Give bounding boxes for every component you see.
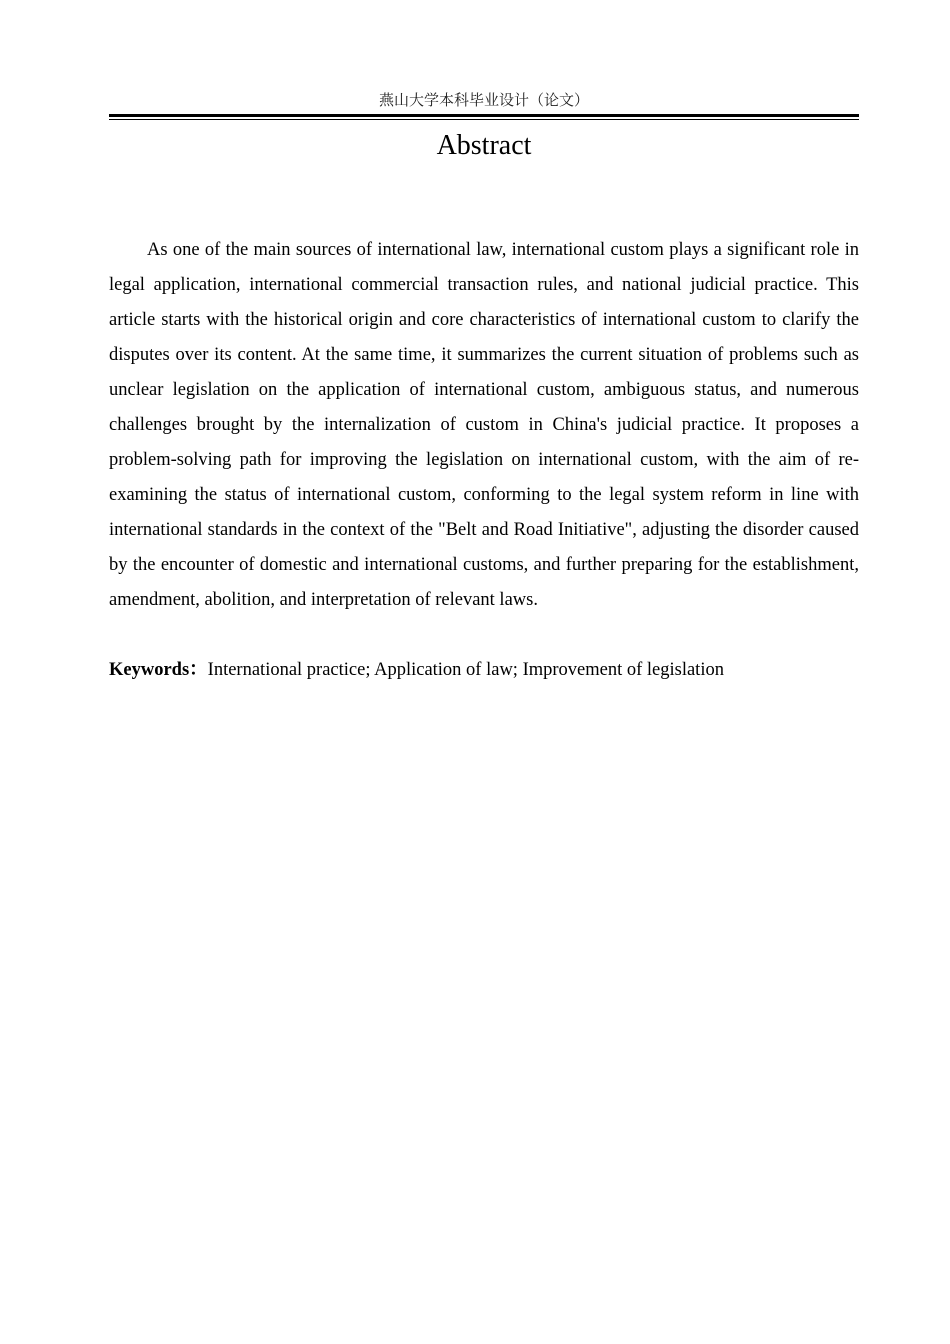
keywords-label: Keywords： xyxy=(109,660,208,680)
keywords-line xyxy=(109,653,859,688)
abstract-body: As one of the main sources of international law, international custom plays a significant role in legal application, international commercial transaction rules, and national judicial practice. This article starts with the historical origin and core characteristics of international custom to clarify the disputes over its content. At the same time, it summarizes the current situation of problems such as unclear legislation on the application of international custom, ambiguous status, and numerous challenges brought by the internalization of custom in China's judicial practice. It proposes a problem-solving path for improving the legislation on international custom, with the aim of re-examining the status of international custom, conforming to the legal system reform in line with international standards in the context of the "Belt and Road Initiative", adjusting the disorder caused by the encounter of domestic and international customs, and further preparing for the establishment, amendment, abolition, and interpretation of relevant laws. xyxy=(109,240,859,610)
running-header: 燕山大学本科毕业设计（论文） xyxy=(378,91,589,109)
abstract-title: Abstract xyxy=(436,130,532,161)
header-rule-thick xyxy=(109,114,859,117)
keywords-text: International practice; Application of law; Improvement of legislation xyxy=(207,660,724,680)
header-rule-thin xyxy=(109,119,859,120)
